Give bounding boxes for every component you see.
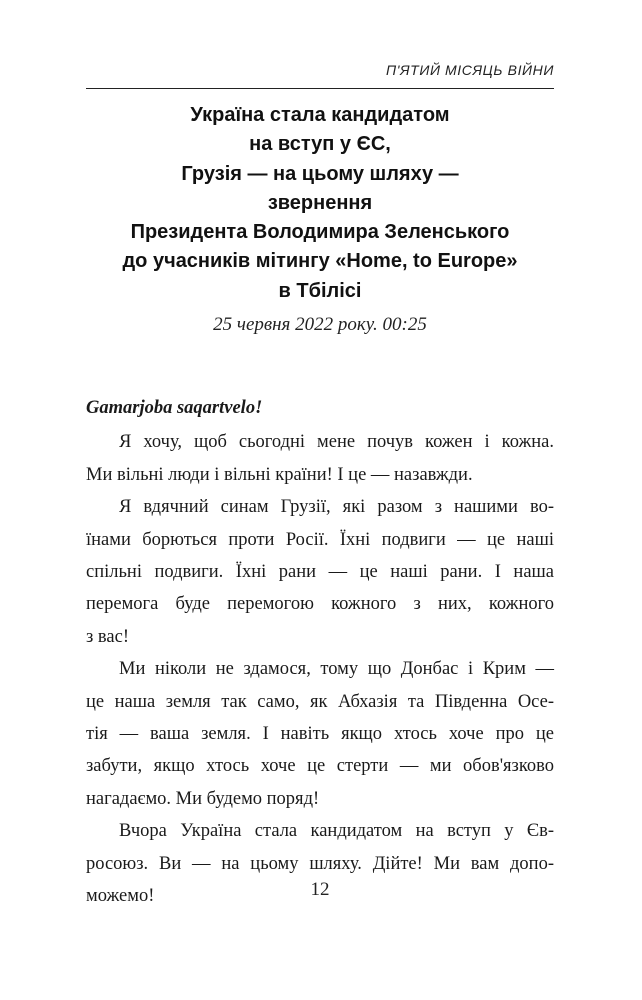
text-line: з вас! [86,626,130,647]
paragraph [86,426,554,491]
text-line: забути, якщо хтось хоче це стерти — ми обов'язково [86,756,554,777]
text-line: перемога буде перемогою кожного з них, кожного [86,594,554,615]
paragraph [86,653,554,815]
text-line: Я вдячний синам Грузії, які разом з нашими во- [119,497,554,518]
title-line: Україна стала кандидатом [190,104,450,126]
text-line: спільні подвиги. Їхні рани — це наші рани. І наша [86,562,554,583]
text-line: Я хочу, щоб сьогодні мене почув кожен і кожна. [119,432,554,453]
title-line: в Тбілісі [278,279,362,302]
title-line: Президента Володимира Зеленського [130,221,510,244]
text-line: Ми вільні люди і вільні країни! І це — назавжди. [86,464,473,485]
text-line: тія — ваша земля. І навіть якщо хтось хоче про це [86,724,554,745]
title-line: на вступ у ЄС, [249,133,391,156]
title-line: Грузія — на цьому шляху — [181,162,459,185]
chapter-title [86,101,554,306]
text-line: їнами борються проти Росії. Їхні подвиги — це наші [86,529,554,550]
text-line: Ми ніколи не здамося, тому що Донбас і Крим — [119,659,554,680]
title-line: до учасників мітингу «Home, to Europe» [122,250,518,273]
text-line: нагадаємо. Ми будемо поряд! [86,788,320,809]
text-line: росоюз. Ви — на цьому шляху. Дійте! Ми вам допо- [86,853,554,874]
text-line: це наша земля так само, як Абхазія та Південна Осе- [86,691,554,712]
title-line: звернення [267,191,373,214]
text-line: Вчора Україна стала кандидатом на вступ у Єв- [119,821,554,842]
paragraph [86,491,554,653]
page-number: 12 [310,879,330,900]
text-line: можемо! [86,886,155,907]
speech-body [86,392,554,913]
greeting: Gamarjoba saqartvelo! [86,398,263,418]
header-divider [86,88,554,89]
running-head: П'ЯТИЙ МІСЯЦЬ ВІЙНИ [386,62,554,78]
dateline: 25 червня 2022 року. 00:25 [213,314,427,335]
